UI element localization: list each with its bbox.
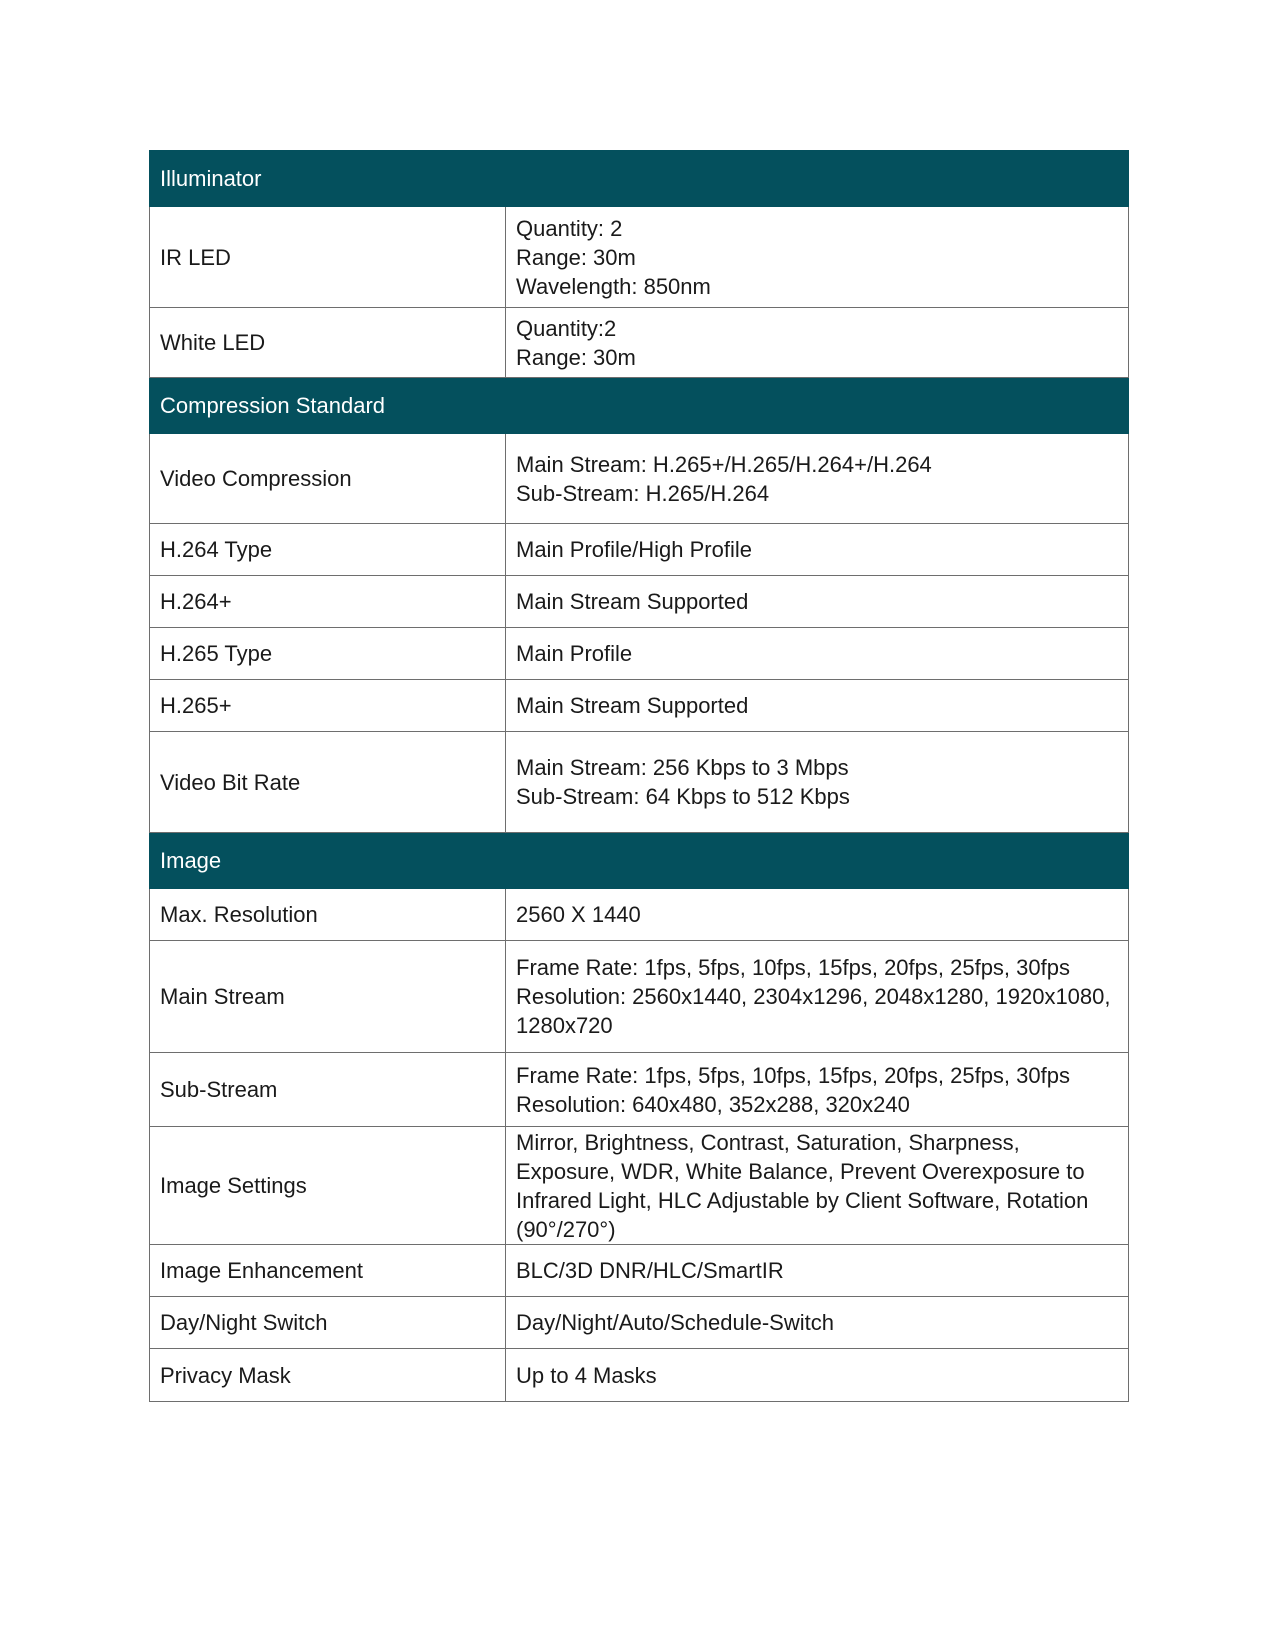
spec-value-line: Main Stream Supported [516,693,749,718]
spec-value-line: Frame Rate: 1fps, 5fps, 10fps, 15fps, 20fps, 25fps, 30fps [516,1062,1070,1088]
spec-value [506,628,1129,680]
spec-value-line: 2560 X 1440 [516,902,641,927]
section-header-row [150,378,1129,434]
spec-table [149,150,1129,1402]
spec-value-line: Wavelength: 850nm [516,273,711,299]
spec-value [506,308,1129,378]
spec-value [506,1297,1129,1349]
spec-value-line: Resolution: 640x480, 352x288, 320x240 [516,1091,910,1117]
spec-value [506,941,1129,1053]
table-row [150,1127,1129,1245]
section-header-row [150,151,1129,207]
spec-value [506,207,1129,308]
spec-value-line: Day/Night/Auto/Schedule-Switch [516,1310,834,1335]
spec-value-line: Quantity:2 [516,315,617,341]
table-row [150,889,1129,941]
spec-label: H.265 Type [150,628,506,680]
spec-value [506,680,1129,732]
table-row [150,732,1129,833]
spec-label: Video Compression [150,434,506,524]
spec-label: Main Stream [150,941,506,1053]
spec-label: Sub-Stream [150,1053,506,1127]
spec-value-line: Range: 30m [516,344,636,370]
table-row [150,524,1129,576]
spec-label: Video Bit Rate [150,732,506,833]
section-title-illuminator: Illuminator [150,151,1129,207]
section-title-compression-standard: Compression Standard [150,378,1129,434]
section-title-image: Image [150,833,1129,889]
table-row [150,308,1129,378]
spec-label: Image Settings [150,1127,506,1245]
table-row [150,434,1129,524]
spec-value [506,576,1129,628]
spec-label: H.264 Type [150,524,506,576]
table-row [150,576,1129,628]
spec-label: IR LED [150,207,506,308]
table-row [150,1245,1129,1297]
table-row [150,680,1129,732]
spec-value-line: Resolution: 2560x1440, 2304x1296, 2048x1280, 1920x1080, 1280x720 [516,984,1111,1038]
spec-value-line: Frame Rate: 1fps, 5fps, 10fps, 15fps, 20fps, 25fps, 30fps [516,955,1070,980]
spec-value-line: Main Stream: H.265+/H.265/H.264+/H.264 [516,451,932,477]
spec-value-line: Sub-Stream: H.265/H.264 [516,480,770,506]
spec-value-line: Main Profile/High Profile [516,537,752,562]
spec-label: H.265+ [150,680,506,732]
spec-value [506,1349,1129,1402]
spec-label: Privacy Mask [150,1349,506,1402]
section-header-row [150,833,1129,889]
spec-value-line: Sub-Stream: 64 Kbps to 512 Kbps [516,784,850,809]
table-row [150,941,1129,1053]
spec-value [506,434,1129,524]
spec-value-line: Up to 4 Masks [516,1362,657,1388]
spec-label: White LED [150,308,506,378]
table-row [150,1297,1129,1349]
spec-value-line: Mirror, Brightness, Contrast, Saturation, Sharpness, Exposure, WDR, White Balance, Prevent Overexposure to Infrared Light, HLC Adjustable by Client Software, Rotation (90°/270°) [516,1129,1089,1242]
spec-table-body [150,151,1129,1402]
spec-value-line: Quantity: 2 [516,215,623,241]
spec-label: H.264+ [150,576,506,628]
spec-value [506,1053,1129,1127]
table-row [150,207,1129,308]
spec-value-line: BLC/3D DNR/HLC/SmartIR [516,1258,784,1283]
table-row [150,1349,1129,1402]
spec-value [506,1245,1129,1297]
spec-value [506,732,1129,833]
spec-value-line: Range: 30m [516,244,636,270]
spec-value [506,524,1129,576]
spec-label: Image Enhancement [150,1245,506,1297]
spec-value [506,889,1129,941]
table-row [150,628,1129,680]
spec-label: Max. Resolution [150,889,506,941]
spec-value-line: Main Profile [516,641,633,666]
spec-value-line: Main Stream: 256 Kbps to 3 Mbps [516,755,849,780]
spec-value [506,1127,1129,1245]
table-row [150,1053,1129,1127]
spec-value-line: Main Stream Supported [516,589,749,614]
spec-label: Day/Night Switch [150,1297,506,1349]
